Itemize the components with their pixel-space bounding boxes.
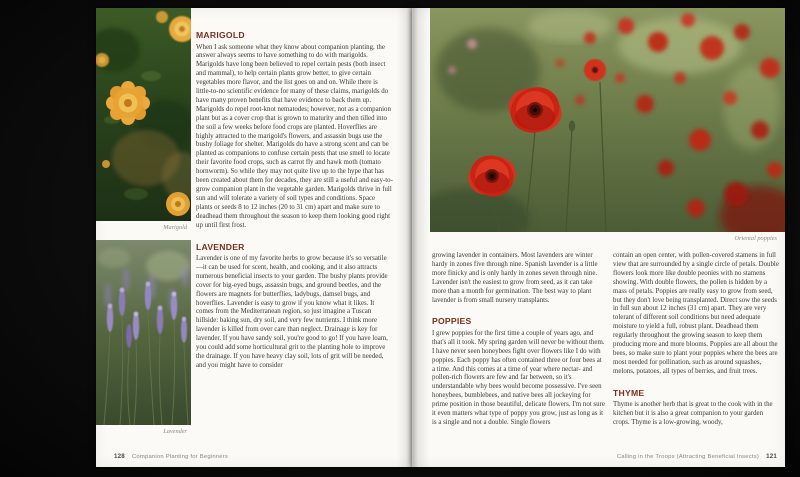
section-heading-poppies: POPPIES — [432, 316, 472, 327]
oriental-poppies-photo — [430, 8, 785, 232]
right-page — [412, 8, 785, 467]
book-title: Companion Planting for Beginners — [131, 454, 229, 460]
right-page-number: 121 — [766, 453, 777, 460]
section-body-thyme: Thyme is another herb that is great to the cook with in the kitchen but it is also a great companion to your garden crops. Thyme is a low-growing, woody, — [613, 401, 773, 426]
left-page — [96, 8, 412, 467]
section-poppies — [432, 316, 606, 427]
left-page-footer — [114, 453, 228, 460]
section-body-lavender: Lavender is one of my favorite herbs to grow because it's so versatile—it can be used for scent, health, and cooking, and it also attracts numerous beneficial insects to your garden. The bushy plants provide cover for big-eyed bugs, assassin bugs, and ground beetles, and the flowers are magnets for butterflies, ladybugs, damsel bugs, and hoverflies. Lavender is easy to grow if you know what it likes. It comes from the Mediterranean region, so just imagine a Tuscan hillside: baking sun, dry soil, and very few nutrients. I think more lavender is killed from over care than neglect. Drainage is key for lavender. If you have sandy soil, you're good to go! If you have loam, you could add some horticultural grit to the planting hole to improve the drainage. If you have heavy clay soil, lots of grit will be needed, and you might have to consider — [196, 255, 388, 369]
marigold-photo — [96, 8, 191, 221]
section-heading-lavender: LAVENDER — [196, 241, 245, 252]
lavender-photo-caption: Lavender — [163, 428, 187, 435]
poppies-continuation-text: contain an open center, with pollen-covered stamens in full view that are surrounded by a single circle of petals. Double flowers look more like double peonies with no stamens showing. With double flowers, the pollen is hidden by a mass of petals. Poppies are really easy to grow from seed, but they don't love being transplanted. Direct sow the seeds in full sun about 12 inches (31 cm) apart. They are very tolerant of different soil conditions but need adequate moisture to yield a full, robust plant. Deadhead them regularly throughout the growing season to keep them producing more and more blooms. Poppies are all about the bees, so make sure to plant your poppies where the bees are most needed for pollination, such as around squashes, melons, potatoes, all types of berries, and fruit trees. — [613, 252, 779, 375]
poppies-photo-caption: Oriental poppies — [734, 235, 777, 242]
chapter-title: Calling in the Troops (Attracting Beneficial Insects) — [616, 454, 760, 460]
marigold-photo-caption: Marigold — [163, 224, 187, 231]
lavender-continuation-text: growing lavender in containers. Most lavenders are winter hardy in zones five through nine. Spanish lavender is a little more finicky and is only hardy in zones seven through nine. Lavender isn't the easiest to grow from seed, as it can take more than a month for germination. The best way to plant lavender is from small nursery transplants. — [432, 252, 598, 304]
lavender-photo — [96, 240, 191, 425]
section-body-poppies: I grew poppies for the first time a couple of years ago, and that's all it took. My spring garden will never be without them. I have never seen honeybees fight over flowers like I do with poppies. Each poppy has often contained three or four bees at a time. And this comes at a time of year where nectar- and pollen-rich flowers are few and far between, so it's understandable why bees would become possessive. I've seen honeybees, bumblebees, and native bees all jockeying for prime position in those beautiful, delicate flowers. I'm not sure it even matters what type of poppy you grow, just as long as it is a single and not a double. Single flowers — [432, 329, 605, 426]
section-body-marigold: When I ask someone what they know about companion planting, the answer always seems to have something to do with marigolds. Marigolds have long been believed to repel certain pests (both insect and mammal), to help certain plants grow better, to give certain vegetables more flavor, and the list goes on and on. While there is little-to-no scientific evidence for many of these claims, marigolds do have many proven benefits that have evidence to back them up. Marigolds do repel root-knot nematodes; however, not as a companion plant but as a cover crop that is grown to maturity and then tilled into the soil a few weeks before food crops are planted. Hoverflies are highly attracted to the marigold's flowers, and assassin bugs use the bushy foliage for shelter. Marigolds do have a strong scent and can be planted as companions to confuse certain pests that use smell to locate their favorite food crops, such as carrot fly and hawk moth (tomato hornworm). So while they may not quite live up to the hype that has been created about them for decades, they are still a useful and easy-to-grow companion plant in the vegetable garden. Marigolds thrive in full sun and will tolerate a variety of soil types and conditions. Space plants or seeds 8 to 12 inches (20 to 31 cm) apart and make sure to deadhead them throughout the season to keep them looking good right up until first frost. — [196, 43, 393, 229]
section-marigold — [196, 30, 393, 231]
section-thyme — [613, 388, 779, 428]
right-page-column-2 — [613, 252, 779, 428]
right-page-column-1 — [432, 252, 606, 428]
section-lavender — [196, 242, 393, 371]
left-page-number: 128 — [114, 453, 125, 460]
section-heading-marigold: MARIGOLD — [196, 30, 245, 40]
section-heading-thyme: THYME — [613, 387, 645, 398]
right-page-footer — [617, 453, 777, 460]
left-page-text-column — [196, 30, 393, 371]
